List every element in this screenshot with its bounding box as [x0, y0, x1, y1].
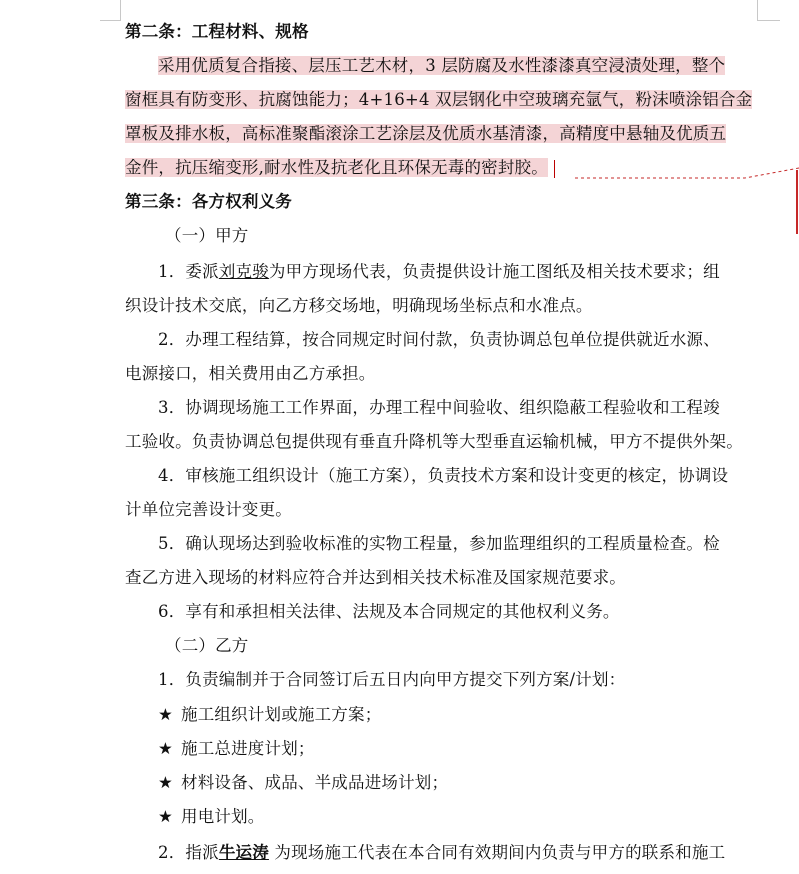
clause-b2: 2．指派牛运涛 为现场施工代表在本合同有效期间内负责与甲方的联系和施工 — [158, 843, 726, 862]
clause-a2-cont: 电源接口，相关费用由乙方承担。 — [125, 364, 376, 383]
clause-a6: 6．享有和承担相关法律、法规及本合同规定的其他权利义务。 — [158, 602, 620, 621]
paragraph-line[interactable] — [125, 90, 765, 110]
clause-a5: 5．确认现场达到验收标准的实物工程量，参加监理组织的工程质量检查。检 — [158, 534, 720, 553]
highlighted-text: 窗框具有防变形、抗腐蚀能力；4+16+4 双层钢化中空玻璃充氩气，粉沫喷涂铝合金 — [125, 90, 753, 109]
highlighted-text: 罩板及排水板，高标准聚酯滚涂工艺涂层及优质水基清漆，高精度中悬轴及优质五 — [125, 124, 727, 143]
clause-a1: 1．委派刘克骏为甲方现场代表，负责提供设计施工图纸及相关技术要求；组 — [158, 262, 720, 281]
paragraph-line[interactable] — [125, 124, 765, 144]
representative-name: 刘克骏 — [218, 262, 269, 281]
star-icon: ★ — [158, 807, 173, 826]
crop-mark-top-left — [100, 0, 121, 21]
clause-a3: 3．协调现场施工工作界面，办理工程中间验收、组织隐蔽工程验收和工程竣 — [158, 398, 720, 417]
clause-a5-cont: 查乙方进入现场的材料应符合并达到相关技术标准及国家规范要求。 — [125, 568, 626, 587]
star-icon: ★ — [158, 739, 173, 758]
list-item: ★ 用电计划。 — [158, 807, 265, 826]
clause-b1: 1．负责编制并于合同签订后五日内向甲方提交下列方案/计划： — [158, 670, 626, 689]
revision-marker — [554, 160, 555, 178]
crop-mark-top-right — [757, 0, 780, 21]
paragraph-line[interactable] — [158, 56, 798, 76]
revision-connector-line — [575, 166, 799, 180]
revision-bar — [796, 170, 798, 234]
list-item: ★ 施工总进度计划； — [158, 739, 315, 758]
clause-a3-cont: 工验收。负责协调总包提供现有垂直升降机等大型垂直运输机械，甲方不提供外架。 — [125, 432, 743, 451]
list-item: ★ 材料设备、成品、半成品进场计划； — [158, 773, 449, 792]
party-b-heading: （二）乙方 — [165, 636, 249, 655]
clause-a4: 4．审核施工组织设计（施工方案），负责技术方案和设计变更的核定，协调设 — [158, 466, 729, 485]
party-a-heading: （一）甲方 — [165, 226, 249, 245]
star-icon: ★ — [158, 705, 173, 724]
clause-a1-cont: 织设计技术交底，向乙方移交场地，明确现场坐标点和水准点。 — [125, 296, 593, 315]
article-2-heading: 第二条：工程材料、规格 — [125, 22, 309, 41]
site-representative-name: 牛运涛 — [218, 843, 269, 862]
highlighted-text: 采用优质复合指接、层压工艺木材，3 层防腐及水性漆漆真空浸渍处理，整个 — [158, 56, 726, 75]
highlighted-text: 金件，抗压缩变形,耐水性及抗老化且环保无毒的密封胶。 — [125, 158, 548, 177]
list-item: ★ 施工组织计划或施工方案； — [158, 705, 382, 724]
clause-a2: 2．办理工程结算，按合同规定时间付款，负责协调总包单位提供就近水源、 — [158, 330, 720, 349]
star-icon: ★ — [158, 773, 173, 792]
clause-a4-cont: 计单位完善设计变更。 — [125, 500, 292, 519]
article-3-heading: 第三条：各方权利义务 — [125, 192, 292, 211]
